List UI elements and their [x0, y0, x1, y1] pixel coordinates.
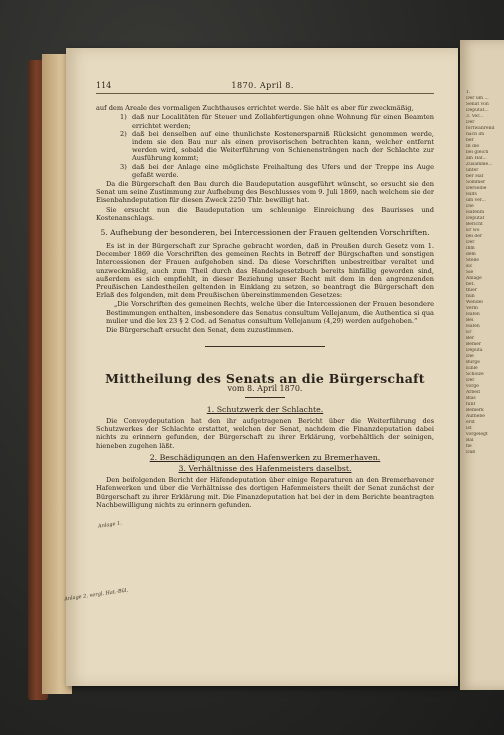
facing-page-line: Der [466, 120, 475, 125]
intro-paragraph: auf dem Areale des vormaligen Zuchthauses errichtet werde. Sie hält es aber für zweckmäßig, [96, 104, 414, 113]
facing-page-line: vorge [466, 384, 479, 389]
running-head: 1870. April 8. [231, 81, 294, 90]
facing-page-line: Er [466, 330, 472, 335]
facing-page-line: Derselbe [466, 186, 487, 191]
facing-page-line: nun [466, 294, 475, 299]
paragraph: Die Convoydeputation hat den ihr aufgetragenen Bericht über die Weiterführung des Schutzwerkes der Schlachte erstattet, welchen der Senat, nachdem die Finanzdeputation dabei nichts zu erinnern gefunden, der Bürgerschaft zu ihrer Erklärung, vorbehältlich der seinigen, hieneben zugehen läßt. [96, 416, 434, 450]
facing-page-line: Burge [466, 360, 480, 365]
facing-page-line: Zusamme... [466, 162, 493, 167]
facing-page-line: Hafen [466, 312, 480, 317]
paragraph: Sie ersucht nun die Baudeputation um schleunige Einreichung des Baurisses und Kostenanschlags. [96, 205, 434, 222]
facing-page-line: Bal [466, 438, 474, 443]
facing-page-line: Bei [466, 318, 474, 323]
facing-page-line: Der [466, 378, 475, 383]
facing-page-line: Daß [466, 450, 476, 455]
facing-page-line: Senat von [466, 102, 489, 107]
section-heading: 3. Verhältnisse des Hafenmeisters daselbst. [178, 463, 352, 473]
facing-page-line: Der um ... [466, 96, 489, 101]
facing-page [460, 40, 504, 690]
facing-page-line: Sommer [466, 180, 486, 185]
facing-page-line: bei gleich [466, 150, 489, 155]
section-heading: 5. Aufhebung der besonderen, bei Intercessionen der Frauen geltenden Vorschriften. [100, 228, 430, 238]
margin-note: Anlage 1. [97, 520, 123, 530]
facing-page-line: nach im [466, 132, 485, 137]
facing-page-line: ihm [466, 246, 475, 251]
divider [245, 397, 285, 398]
facing-page-line: Hafenm [466, 210, 485, 215]
facing-page-line: Hilfs [466, 192, 477, 197]
facing-page-line: Er wo [466, 228, 480, 233]
facing-page-line: 1. [466, 90, 471, 95]
facing-page-line: ber Haf [466, 174, 484, 179]
facing-page-line: Ber [466, 336, 475, 341]
facing-page-line: fortwährend [466, 126, 495, 131]
section-heading: 1. Schutzwerk der Schlachte. [206, 404, 324, 414]
facing-page-line: ber [466, 138, 474, 143]
facing-page-line: bet. [466, 282, 475, 287]
facing-page-line: Der [466, 240, 475, 245]
margin-note: Anlage 2. vergl. Hat.-Bül. [63, 587, 129, 603]
facing-page-line: Bemerk [466, 408, 484, 413]
facing-page-line: erst [466, 420, 475, 425]
paragraph: Es ist in der Bürgerschaft zur Sprache gebracht worden, daß in Preußen durch Gesetz vom 1. December 1869 die Vorschriften des gemeinen Rechts in Betreff der Bürgschaften und sonstigen Intercessionen der Frauen aufgehoben sind. Da diese Vorschriften unbestreitbar veraltet und unzweckmäßig, auch zum Theil durch das Handelsgesetzbuch bereits hinfällig geworden sind, außerdem es sich empfiehlt, in dieser Beziehung unser Recht mit dem in den angrenzenden Preußischen Landestheilen geltenden in Einklang zu setzen, so beantragt die Bürgerschaft den Erlaß des folgenden, mit dem Preußischen übereinstimmenden Gesetzes: [96, 242, 434, 300]
law-quote: „Die Vorschriften des gemeinen Rechts, welche über die Intercessionen der Frauen besondere Bestimmungen enthalten, insbesondere das Senatus consultum Vellejanum, die Authentica si qua mulier und die lex 23 § 2 Cod. ad Senatus consultum Vellejanum (4,29) werden aufgehoben.“ [106, 300, 434, 325]
facing-page-line: unter [466, 168, 479, 173]
conditions-list [122, 113, 434, 179]
facing-page-line: Sie [466, 270, 474, 275]
facing-page-line: Stelle [466, 258, 480, 263]
page-header [96, 82, 434, 94]
list-item: 2) daß bei denselben auf eine thunlichste Kostenersparniß Rücksicht genommen werde, indem sie den Bau nur als einen provisorischen betrachten kann, welcher entfernt werden wird, sobald die Weiterführung von Schienensträngen nach der Schlachte zur Ausführung kommt; [120, 129, 434, 163]
facing-page-line: fünf [466, 402, 476, 407]
facing-page-line: In die [466, 144, 480, 149]
facing-page-line: Arbeit [466, 390, 481, 395]
facing-page-line: Aufhebe [466, 414, 485, 419]
paragraph: Da die Bürgerschaft den Bau durch die Baudeputation ausgeführt wünscht, so ersucht sie den Senat um seine Zustimmung zur Aufhebung des Beschlusses vom 9. Juli 1869, nach welchem sie der Eisenbahndeputation für diesen Zweck 2250 Thlr. bewilligt hat. [96, 180, 434, 205]
facing-page-line: Bemer [466, 342, 482, 347]
divider [205, 346, 325, 347]
facing-page-line: Die [466, 204, 474, 209]
facing-page-line: Deputat... [466, 108, 489, 113]
facing-page-line: Anlage [466, 276, 482, 281]
facing-page-line: Blas [466, 396, 476, 401]
facing-page-line: vorgelegt [466, 432, 488, 437]
section-heading: 2. Beschädigungen an den Hafenwerken zu Bremerhaven. [149, 452, 381, 462]
facing-page-line: Die [466, 354, 474, 359]
facing-page-line: sic [466, 264, 473, 269]
facing-page-line: am Haf... [466, 156, 487, 161]
facing-page-line: thier [466, 288, 477, 293]
facing-page-line: Hafen [466, 324, 480, 329]
facing-page-line: bei der [466, 234, 483, 239]
facing-page-line: dem [466, 252, 476, 257]
facing-page-line: um ver... [466, 198, 486, 203]
facing-page-line: ist [466, 426, 472, 431]
facing-page-line: 3. Ver... [466, 114, 484, 119]
paragraph: Die Bürgerschaft ersucht den Senat, dem zuzustimmen. [106, 326, 294, 335]
announcement-title: Mittheilung des Senats an die Bürgerschaft [105, 371, 425, 387]
paragraph: Den beifolgenden Bericht der Häfendeputation über einige Reparaturen an den Bremerhavener Hafenwerken und über die Verhältnisse des dortigen Hafenmeisters theilt der Senat zunächst der Bürgerschaft zu ihrer Erklärung mit. Die Finanzdeputation hat bei der in dem Berichte beantragten Nachbewilligung nichts zu erinnern gefunden. [96, 476, 434, 509]
page-number: 114 [96, 81, 112, 90]
facing-page-line: fie [466, 444, 472, 449]
facing-page-line: Bericht [466, 222, 483, 227]
facing-page-line: Deputat [466, 216, 485, 221]
facing-page-line: Scholze [466, 372, 484, 377]
facing-page-line: Verm [466, 306, 478, 311]
announcement-date: vom 8. April 1870. [227, 384, 303, 394]
facing-page-line: Einle [466, 366, 478, 371]
facing-page-line: Deputa [466, 348, 483, 353]
facing-page-line: Wendel [466, 300, 483, 305]
list-item: 1) daß nur Localitäten für Steuer und Zollabfertigungen ohne Wohnung für einen Beamten errichtet werden; [120, 113, 434, 130]
list-item: 3) daß bei der Anlage eine möglichste Freihaltung des Ufers und der Treppe ins Auge gefaßt werde. [120, 162, 434, 179]
